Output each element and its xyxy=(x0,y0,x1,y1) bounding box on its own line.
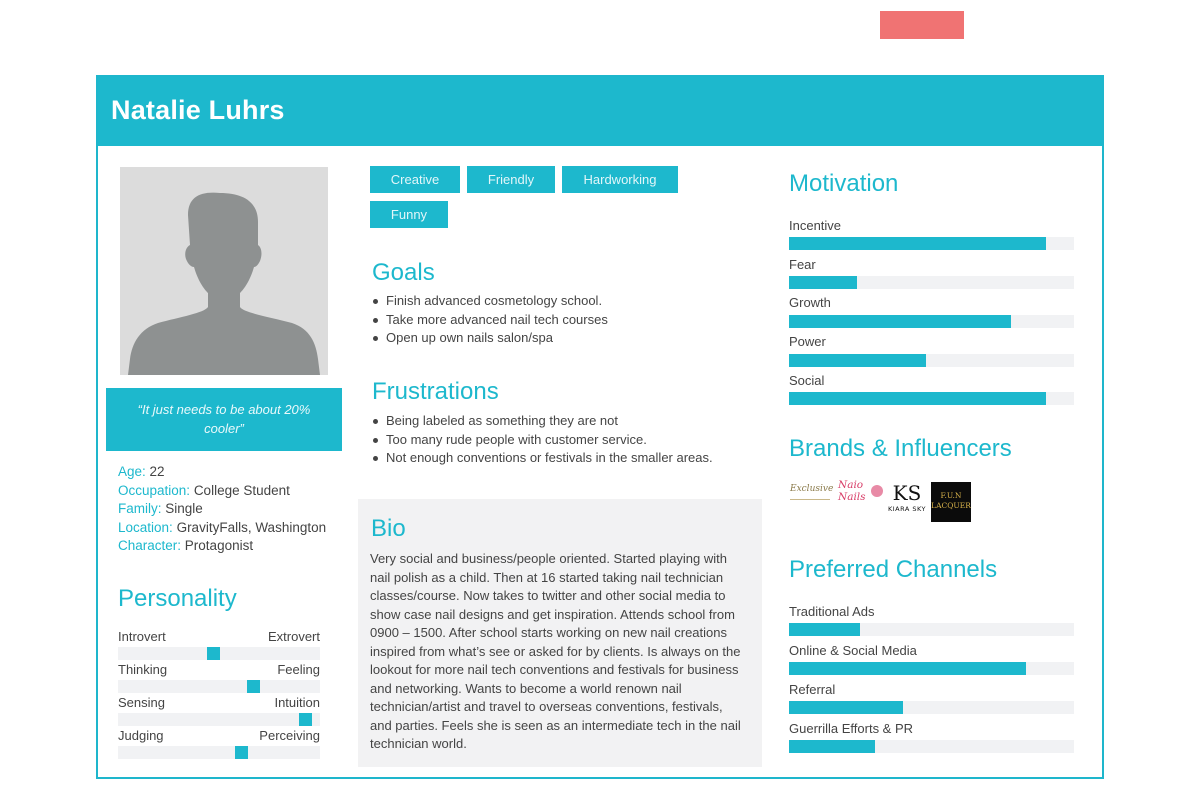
channel-label: Referral xyxy=(789,682,836,697)
bio-line: inspired from what’s see or asked for by clients. Is always on the xyxy=(370,643,741,659)
info-occupation xyxy=(118,482,326,501)
bio-line: and parties. Feels she is seen as an intermediate tech in the nail xyxy=(370,717,741,733)
tag-hardworking: Hardworking xyxy=(562,166,678,193)
channel-bar-track xyxy=(789,623,1074,636)
list-item: Not enough conventions or festivals in the smaller areas. xyxy=(372,449,713,468)
scale-sensing-intuition xyxy=(118,695,320,710)
info-label: Occupation: xyxy=(118,482,191,498)
scale-left-label: Judging xyxy=(118,728,164,743)
scale-right-label: Extrovert xyxy=(267,629,320,644)
scale-introvert-extrovert xyxy=(118,629,320,644)
top-decoration-rect xyxy=(880,11,964,39)
scale-right-label: Intuition xyxy=(274,695,320,710)
motivation-bar-fill xyxy=(789,354,926,367)
info-label: Age: xyxy=(118,464,146,479)
motivation-bar-track xyxy=(789,392,1074,405)
info-value: College Student xyxy=(193,482,290,498)
scale-left-label: Sensing xyxy=(118,695,165,710)
logo-underline xyxy=(790,499,830,500)
bio-line: show case nail designs and get inspiration. Attends school from xyxy=(370,606,735,622)
scale-thinking-feeling xyxy=(118,662,320,677)
scale-right-label: Perceiving xyxy=(259,728,320,743)
kiara-sky-logo-text: KIARA SKY xyxy=(887,505,927,513)
scale-right-label: Feeling xyxy=(277,662,320,677)
info-label: Location: xyxy=(118,519,173,535)
info-value: 22 xyxy=(149,464,165,479)
scale-track xyxy=(118,713,320,726)
motivation-bar-fill xyxy=(789,237,1046,250)
list-item: Being labeled as something they are not xyxy=(372,412,713,431)
list-item: Finish advanced cosmetology school. xyxy=(372,292,608,311)
scale-knob xyxy=(235,746,248,759)
bio-line: and networking. Wants to become a world renown nail xyxy=(370,680,682,696)
bio-line: classes/course. Now takes to twitter and other social media to xyxy=(370,588,726,603)
kiara-sky-monogram: KS xyxy=(892,481,922,505)
motivation-bar-fill xyxy=(789,392,1046,405)
scale-judging-perceiving xyxy=(118,728,320,743)
naio-flower-mark xyxy=(871,485,883,497)
scale-knob xyxy=(247,680,260,693)
list-item: Open up own nails salon/spa xyxy=(372,329,608,348)
list-item: Too many rude people with customer service. xyxy=(372,431,713,450)
channel-bar-fill xyxy=(789,662,1026,675)
person-silhouette-icon xyxy=(120,167,328,375)
channel-bar-fill xyxy=(789,623,860,636)
info-location xyxy=(118,519,326,538)
bio-line: lookout for more nail tech conventions and festivals for business xyxy=(370,662,739,677)
bio-text xyxy=(370,550,756,754)
bio-line: 0900 – 1500. After school starts working on new nail creations xyxy=(370,625,727,640)
motivation-bar-track xyxy=(789,354,1074,367)
info-age xyxy=(118,463,326,482)
info-value: Single xyxy=(165,501,203,517)
channel-bar-track xyxy=(789,740,1074,753)
bio-line: technician/artist and travel to overseas conventions, festivals, xyxy=(370,699,723,714)
goals-title: Goals xyxy=(372,259,435,286)
persona-info xyxy=(118,463,326,556)
motivation-label: Power xyxy=(789,334,826,349)
motivation-bar-fill xyxy=(789,276,857,289)
channel-bar-track xyxy=(789,662,1074,675)
bio-panel xyxy=(358,499,762,767)
brands-title: Brands & Influencers xyxy=(789,435,1012,462)
info-label: Character: xyxy=(118,538,182,554)
persona-header xyxy=(98,77,1102,146)
list-item: Take more advanced nail tech courses xyxy=(372,311,608,330)
fun-lacquer-logo-icon xyxy=(931,482,971,522)
info-family xyxy=(118,500,326,519)
scale-track xyxy=(118,647,320,660)
motivation-bar-track xyxy=(789,237,1074,250)
bio-title: Bio xyxy=(371,515,406,542)
scale-knob xyxy=(207,647,220,660)
info-value: Protagonist xyxy=(184,538,254,554)
info-value: GravityFalls, Washington xyxy=(176,519,327,535)
persona-card xyxy=(96,75,1104,779)
scale-track xyxy=(118,746,320,759)
motivation-title: Motivation xyxy=(789,170,899,197)
motivation-label: Growth xyxy=(789,295,831,310)
scale-left-label: Introvert xyxy=(118,629,166,644)
exclusive-logo-text: Exclusive xyxy=(790,484,834,494)
channel-bar-track xyxy=(789,701,1074,714)
channel-bar-fill xyxy=(789,701,903,714)
goals-list xyxy=(372,292,608,348)
bio-line: technician world. xyxy=(370,736,467,751)
bio-line: nail polish as a child. Then at 16 started taking nail technician xyxy=(370,569,724,585)
personality-title: Personality xyxy=(118,585,237,612)
naio-nails-logo-icon xyxy=(838,479,886,511)
channel-label: Guerrilla Efforts & PR xyxy=(789,721,914,736)
channel-label: Traditional Ads xyxy=(789,604,875,619)
motivation-label: Incentive xyxy=(789,218,842,233)
scale-knob xyxy=(299,713,312,726)
avatar-placeholder xyxy=(120,167,328,375)
info-character xyxy=(118,537,326,556)
motivation-bar-fill xyxy=(789,315,1011,328)
tag-funny: Funny xyxy=(370,201,448,228)
persona-name: Natalie Luhrs xyxy=(111,95,285,125)
motivation-bar-track xyxy=(789,276,1074,289)
fun-lacquer-logo-text: F.U.N LACQUER xyxy=(931,491,971,510)
persona-quote: “It just needs to be about 20% cooler” xyxy=(106,388,342,451)
tag-creative: Creative xyxy=(370,166,460,193)
scale-left-label: Thinking xyxy=(118,662,168,677)
channels-title: Preferred Channels xyxy=(789,556,998,583)
channel-bar-fill xyxy=(789,740,875,753)
frustrations-title: Frustrations xyxy=(372,378,499,405)
bio-line: Very social and business/people oriented. Started playing with xyxy=(370,551,727,566)
info-label: Family: xyxy=(118,501,162,517)
channel-label: Online & Social Media xyxy=(789,643,917,658)
frustrations-list xyxy=(372,412,713,468)
motivation-bar-track xyxy=(789,315,1074,328)
motivation-label: Social xyxy=(789,373,825,388)
kiara-sky-logo-icon xyxy=(886,481,928,523)
scale-track xyxy=(118,680,320,693)
motivation-label: Fear xyxy=(789,257,816,272)
exclusive-logo-icon xyxy=(790,481,836,507)
tag-friendly: Friendly xyxy=(467,166,555,193)
naio-nails-logo-text: Naio Nails xyxy=(838,479,866,503)
